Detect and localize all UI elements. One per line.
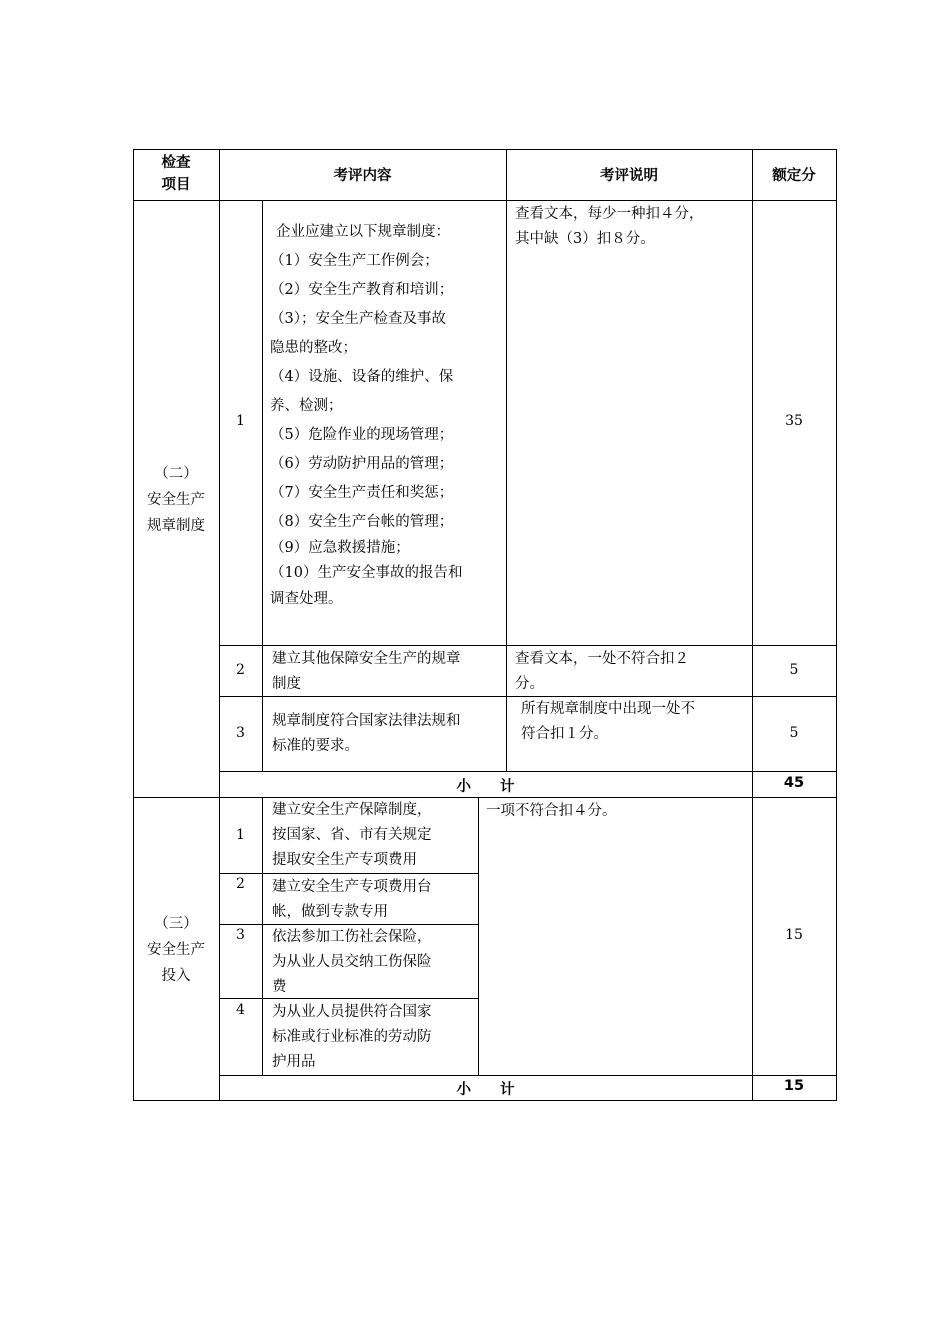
s2-row3-explain: 所有规章制度中出现一处不 符合扣１分。 [521, 701, 695, 742]
s2-row3-content: 规章制度符合国家法律法规和 标准的要求。 [272, 713, 461, 754]
s3-explain: 一项不符合扣４分。 [486, 803, 617, 819]
header-explain: 考评说明 [600, 168, 658, 184]
s3-subtotal: 15 [783, 1078, 805, 1094]
s2-row1-content: 企业应建立以下规章制度： （1）安全生产工作例会； （2）安全生产教育和培训； （3）；安全生产检查及事故 隐患的整改； （4）设施、设备的维护、保 养、检测； （5）危险作业的现场管理； （6）劳动防护用品的管理； （7）安全生产责任和奖惩； （8）安全生产台帐的管理； （9）应急救援措施； （10）生产安全事故的报告和 调查处理。 [270, 224, 463, 607]
section3-name: （三） 安全生产 投入 [147, 916, 205, 984]
s3-row4-no: 4 [236, 1002, 245, 1018]
s3-score: 15 [785, 927, 803, 943]
section2-name: （二） 安全生产 规章制度 [147, 466, 205, 534]
header-score: 额定分 [772, 168, 816, 184]
s2-subtotal: 45 [783, 775, 805, 791]
s2-row2-content: 建立其他保障安全生产的规章 制度 [272, 651, 461, 692]
s2-row1-no: 1 [236, 413, 245, 429]
header-content: 考评内容 [333, 168, 392, 184]
s3-row3-content: 依法参加工伤社会保险， 为从业人员交纳工伤保险 费 [272, 929, 432, 995]
s2-row2-explain: 查看文本，一处不符合扣２ 分。 [515, 651, 689, 692]
s2-subtotal-label: 小 计 [456, 779, 515, 795]
s3-row1-no: 1 [236, 827, 245, 843]
s3-row3-no: 3 [236, 927, 245, 943]
header-item: 检查 项目 [161, 155, 191, 193]
s3-row2-no: 2 [236, 876, 245, 892]
s2-row1-explain: 查看文本，每少一种扣４分， 其中缺（3）扣８分。 [515, 206, 704, 247]
s2-row2-score: 5 [789, 662, 799, 678]
s2-row3-no: 3 [236, 725, 245, 741]
s2-row3-score: 5 [789, 725, 799, 741]
s3-row1-content: 建立安全生产保障制度， 按国家、省、市有关规定 提取安全生产专项费用 [272, 802, 432, 868]
s3-subtotal-label: 小 计 [456, 1082, 515, 1098]
s2-row1-score: 35 [785, 413, 803, 429]
s3-row4-content: 为从业人员提供符合国家 标准或行业标准的劳动防 护用品 [272, 1004, 432, 1070]
s3-row2-content: 建立安全生产专项费用台 帐，做到专款专用 [272, 879, 432, 920]
s2-row2-no: 2 [236, 662, 245, 678]
